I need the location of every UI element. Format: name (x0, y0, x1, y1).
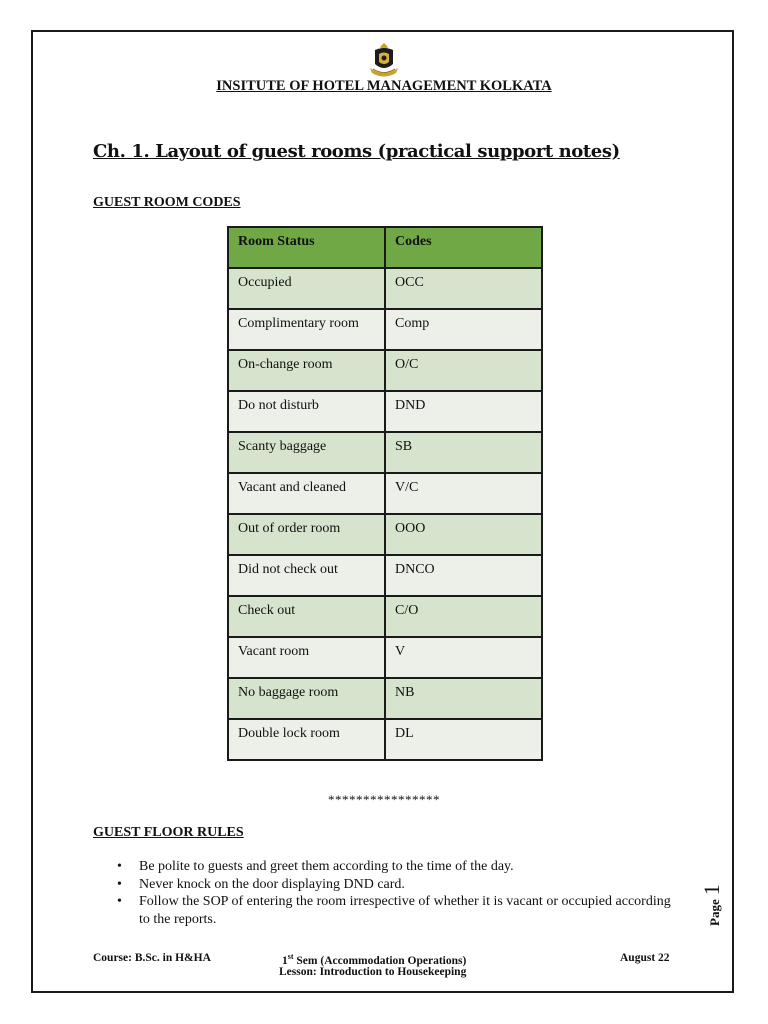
page-word: Page (707, 899, 722, 926)
table-row (228, 350, 542, 391)
code-cell: C/O (385, 596, 542, 637)
footer-semester (282, 952, 466, 967)
table-row (228, 719, 542, 760)
room-status-cell: Out of order room (228, 514, 385, 555)
room-status-cell: Double lock room (228, 719, 385, 760)
section-divider: **************** (328, 792, 440, 807)
code-cell: NB (385, 678, 542, 719)
page-number: 1 (699, 884, 724, 896)
list-item: • Never knock on the door displaying DND card. (114, 876, 674, 894)
code-cell: V (385, 637, 542, 678)
room-status-cell: Occupied (228, 268, 385, 309)
column-header-room-status: Room Status (228, 227, 385, 268)
table-row (228, 555, 542, 596)
chapter-title: Ch. 1. Layout of guest rooms (practical support notes) (93, 141, 620, 162)
table-row (228, 514, 542, 555)
guest-room-codes-heading: GUEST ROOM CODES (93, 195, 241, 210)
room-status-cell: Vacant room (228, 637, 385, 678)
room-status-cell: No baggage room (228, 678, 385, 719)
footer-sem-text: Sem (Accommodation Operations) (293, 954, 467, 967)
footer-lesson: Lesson: Introduction to Housekeeping (279, 966, 467, 978)
code-cell: DND (385, 391, 542, 432)
table-row (228, 678, 542, 719)
room-status-cell: Do not disturb (228, 391, 385, 432)
room-status-cell: Did not check out (228, 555, 385, 596)
list-item: • Follow the SOP of entering the room irrespective of whether it is vacant or occupied according to the reports. (114, 893, 674, 928)
page-number-marker (693, 884, 733, 930)
guest-floor-rules-heading: GUEST FLOOR RULES (93, 825, 244, 840)
room-status-cell: Check out (228, 596, 385, 637)
institute-crest-logo (367, 42, 401, 78)
table-row (228, 432, 542, 473)
footer-sem-suffix: st (287, 952, 294, 961)
table-row (228, 596, 542, 637)
table-row (228, 391, 542, 432)
list-item: • Be polite to guests and greet them according to the time of the day. (114, 858, 674, 876)
room-status-cell: Vacant and cleaned (228, 473, 385, 514)
code-cell: V/C (385, 473, 542, 514)
code-cell: Comp (385, 309, 542, 350)
table-row (228, 637, 542, 678)
column-header-codes: Codes (385, 227, 542, 268)
guest-floor-rules-list (114, 858, 674, 928)
code-cell: OCC (385, 268, 542, 309)
code-cell: O/C (385, 350, 542, 391)
footer-sem-number: 1 (282, 954, 288, 967)
table-header-row (228, 227, 542, 268)
code-cell: DNCO (385, 555, 542, 596)
room-status-cell: Complimentary room (228, 309, 385, 350)
code-cell: DL (385, 719, 542, 760)
code-cell: SB (385, 432, 542, 473)
table-row (228, 473, 542, 514)
code-cell: OOO (385, 514, 542, 555)
guest-room-codes-table (227, 226, 543, 761)
footer-course: Course: B.Sc. in H&HA (93, 952, 211, 964)
table-row (228, 268, 542, 309)
room-status-cell: Scanty baggage (228, 432, 385, 473)
table-row (228, 309, 542, 350)
footer-date: August 22 (620, 952, 670, 964)
institute-name: INSITUTE OF HOTEL MANAGEMENT KOLKATA (216, 78, 552, 94)
room-status-cell: On-change room (228, 350, 385, 391)
